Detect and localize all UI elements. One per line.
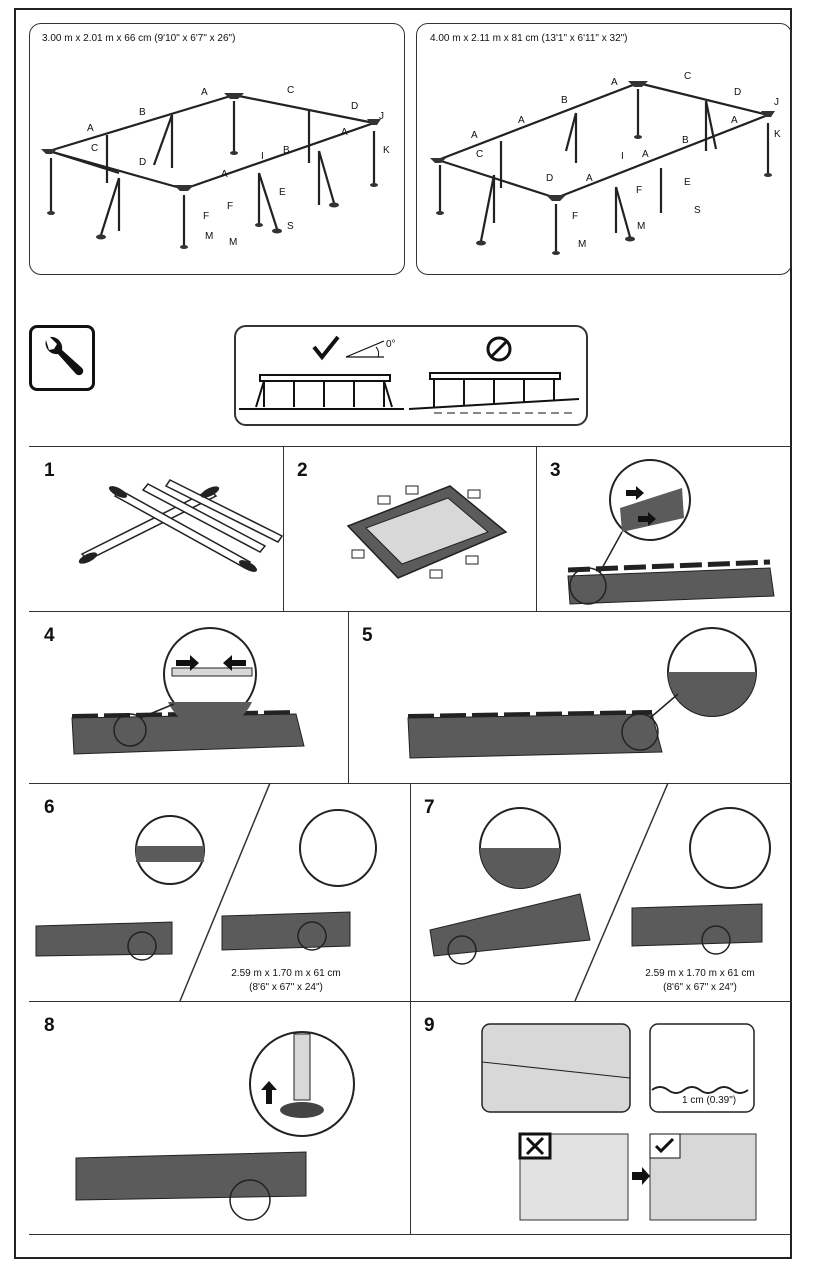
part-label: M — [205, 231, 214, 242]
part-label: B — [561, 95, 568, 106]
part-label: C — [684, 71, 692, 82]
step-number: 3 — [550, 460, 561, 481]
arrow-icon — [632, 1167, 650, 1185]
part-label: C — [476, 149, 484, 160]
step7-dimensions — [620, 967, 780, 995]
part-label: I — [261, 151, 264, 162]
part-label: I — [621, 151, 624, 162]
step-number: 2 — [297, 460, 308, 481]
part-label: A — [586, 173, 593, 184]
part-label: S — [287, 221, 294, 232]
step9-depth: 1 cm (0.39") — [682, 1095, 737, 1106]
part-label: S — [694, 205, 701, 216]
part-label: F — [636, 185, 643, 196]
part-label: B — [682, 135, 689, 146]
frame-large-size: 4.00 m x 2.11 m x 81 cm (13'1" x 6'11" x 32") — [430, 33, 628, 44]
step3-sleeves — [560, 458, 780, 608]
step6-dimensions — [206, 967, 366, 995]
part-label: A — [341, 127, 348, 138]
part-label: C — [287, 85, 295, 96]
step-number: 8 — [44, 1015, 55, 1036]
check-icon — [650, 1134, 680, 1158]
part-label: F — [227, 201, 234, 212]
step-number: 7 — [424, 797, 435, 818]
x-mark-icon — [520, 1134, 550, 1158]
part-label: F — [203, 211, 210, 222]
part-label: A — [87, 123, 94, 134]
part-label: A — [471, 130, 478, 141]
frame-small-size: 3.00 m x 2.01 m x 66 cm (9'10" x 6'7" x 26") — [42, 33, 236, 44]
part-label: D — [546, 173, 554, 184]
part-label: M — [637, 221, 646, 232]
part-label: F — [572, 211, 579, 222]
step8-foot-caps — [70, 1020, 400, 1226]
part-label: D — [351, 101, 359, 112]
part-label: D — [139, 157, 147, 168]
part-label: J — [379, 111, 384, 122]
part-label: K — [383, 145, 390, 156]
step5-corners — [400, 622, 780, 772]
step-number: 1 — [44, 460, 55, 481]
step9-smooth-liner — [480, 1022, 770, 1226]
step6-imperial: (8'6" x 67" x 24") — [249, 982, 323, 993]
step4-rails — [64, 622, 344, 772]
part-label: B — [283, 145, 290, 156]
level-angle: 0° — [386, 339, 396, 350]
step1-straps — [60, 470, 280, 600]
part-label: B — [139, 107, 146, 118]
step-number: 9 — [424, 1015, 435, 1036]
part-label: A — [642, 149, 649, 160]
step6-metric: 2.59 m x 1.70 m x 61 cm — [231, 968, 341, 979]
part-label: C — [91, 143, 99, 154]
part-label: A — [731, 115, 738, 126]
part-label: A — [518, 115, 525, 126]
part-label: K — [774, 129, 781, 140]
part-label: E — [279, 187, 286, 198]
part-label: M — [229, 237, 238, 248]
step7-imperial: (8'6" x 67" x 24") — [663, 982, 737, 993]
part-label: M — [578, 239, 587, 250]
part-label: J — [774, 97, 779, 108]
part-label: A — [201, 87, 208, 98]
step7-metric: 2.59 m x 1.70 m x 61 cm — [645, 968, 755, 979]
step-number: 6 — [44, 797, 55, 818]
step6-legs — [30, 800, 410, 970]
step-number: 4 — [44, 625, 55, 646]
part-label: A — [611, 77, 618, 88]
part-label: D — [734, 87, 742, 98]
part-label: E — [684, 177, 691, 188]
step-number: 5 — [362, 625, 373, 646]
step7-frame — [410, 800, 790, 970]
part-label: A — [221, 169, 228, 180]
step2-liner — [340, 478, 510, 588]
